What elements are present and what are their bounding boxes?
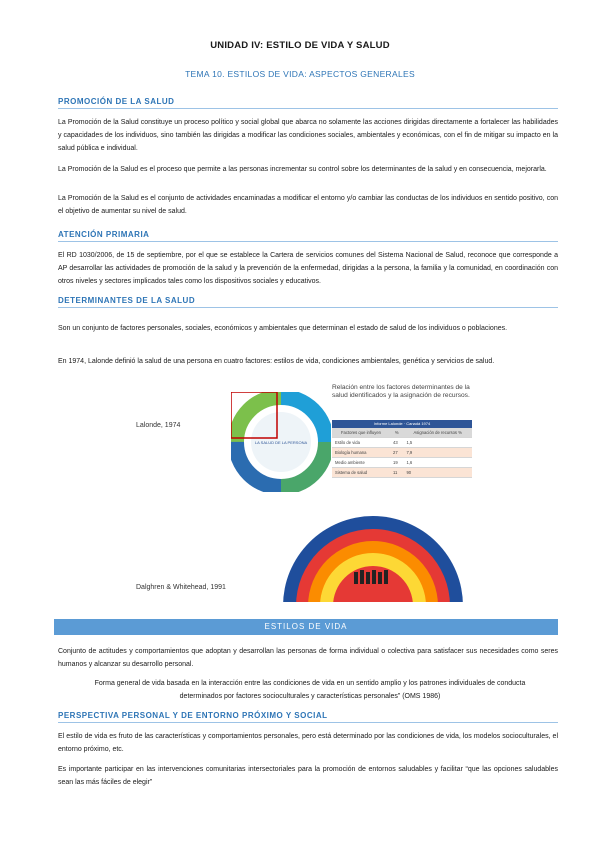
paragraph: La Promoción de la Salud es el conjunto de actividades encaminadas a modificar el entorno y/o cambiar las conductas de los individuos en sentido positivo, con el objetivo de aumentar su nivel de salud. — [58, 195, 558, 215]
paragraph: Son un conjunto de factores personales, sociales, económicos y ambientales que determinan el estado de salud de los individuos o poblaciones. — [58, 325, 508, 332]
table-header: Factores que influyen — [332, 428, 390, 438]
table-cell: 27 — [390, 448, 403, 458]
lalonde-label: Lalonde, 1974 — [136, 422, 181, 429]
relation-caption: Relación entre los factores determinantes de la salud identificados y la asignación de recursos. — [332, 384, 470, 399]
section-heading-promocion: PROMOCIÓN DE LA SALUD — [58, 97, 175, 106]
paragraph: El RD 1030/2006, de 15 de septiembre, por el que se establece la Cartera de servicios comunes del Sistema Nacional de Salud, reconoce que corresponde a AP desarrollar las actividades de promoción de la salud y la prevención de la enfermedad, dirigidas a la persona, la familia y la comunidad, en coordinación con otros niveles y sectores implicados tales como los dispositivos sociales y educativos. — [58, 252, 558, 285]
unit-title: UNIDAD IV: ESTILO DE VIDA Y SALUD — [210, 40, 390, 51]
section-heading-determinantes: DETERMINANTES DE LA SALUD — [58, 296, 196, 305]
table-cell: 7,9 — [403, 448, 472, 458]
table-cell: 19 — [390, 458, 403, 468]
quote: Forma general de vida basada en la interacción entre las condiciones de vida en un sentido amplio y los patrones individuales de conducta determinados por factores socioculturales y características personales” (OMS 1986) — [94, 680, 526, 700]
dahlgren-label: Dalghren & Whitehead, 1991 — [136, 584, 226, 591]
section-divider — [58, 108, 558, 109]
lalonde-center-label: LA SALUD DE LA PERSONA — [254, 440, 308, 445]
determinants-figure — [126, 384, 476, 609]
table-row — [332, 448, 472, 458]
lalonde-wheel — [231, 392, 331, 492]
table-row — [332, 438, 472, 448]
table-cell: Estilo de vida — [332, 438, 390, 448]
table-row — [332, 458, 472, 468]
table-cell: Medio ambiente — [332, 458, 390, 468]
table-cell: Sistema de salud — [332, 468, 390, 478]
dahlgren-rainbow — [278, 510, 468, 608]
paragraph: La Promoción de la Salud es el proceso que permite a las personas incrementar su control sobre los determinantes de la salud y en consecuencia, mejorarla. — [58, 166, 547, 173]
table-cell: 1,5 — [403, 438, 472, 448]
table-header: % — [390, 428, 403, 438]
table-cell: 1,6 — [403, 458, 472, 468]
paragraph: El estilo de vida es fruto de las características y comportamientos personales, pero está determinado por las condiciones de vida, los modelos socioculturales, el entorno próximo, etc. — [58, 733, 558, 753]
table-header: Asignación de recursos % — [403, 428, 472, 438]
paragraph: Conjunto de actitudes y comportamientos que adoptan y desarrollan las personas de forma individual o colectiva para satisfacer sus necesidades como seres humanos y alcanzar su desarrollo personal. — [58, 648, 558, 668]
section-heading-atencion: ATENCIÓN PRIMARIA — [58, 230, 150, 239]
table-cell: 11 — [390, 468, 403, 478]
section-divider — [58, 307, 558, 308]
paragraph: En 1974, Lalonde definió la salud de una persona en cuatro factores: estilos de vida, condiciones ambientales, genética y servicios de salud. — [58, 358, 495, 365]
tema-title: TEMA 10. ESTILOS DE VIDA: ASPECTOS GENERALES — [185, 69, 415, 79]
section-divider — [58, 241, 558, 242]
table-cell: 90 — [403, 468, 472, 478]
paragraph: Es importante participar en las intervenciones comunitarias intersectoriales para la promoción de entornos saludables y facilitar “que las opciones saludables sean las más fáciles de elegir” — [58, 766, 558, 786]
section-heading-perspectiva: PERSPECTIVA PERSONAL Y DE ENTORNO PRÓXIMO Y SOCIAL — [58, 711, 328, 720]
table-cell: Biología humana — [332, 448, 390, 458]
paragraph: La Promoción de la Salud constituye un proceso político y social global que abarca no solamente las acciones dirigidas directamente a fortalecer las habilidades y capacidades de los individuos, sino también las dirigidas a modificar las condiciones sociales, ambientales y económicas, con el fin de mitigar su impacto en la salud pública e individual. — [58, 119, 558, 152]
lalonde-table — [332, 420, 472, 478]
section-band-estilos: ESTILOS DE VIDA — [54, 619, 558, 635]
table-row — [332, 468, 472, 478]
table-caption: Informe Lalonde · Canadá 1974 — [332, 420, 472, 428]
section-divider — [58, 722, 558, 723]
table-cell: 43 — [390, 438, 403, 448]
